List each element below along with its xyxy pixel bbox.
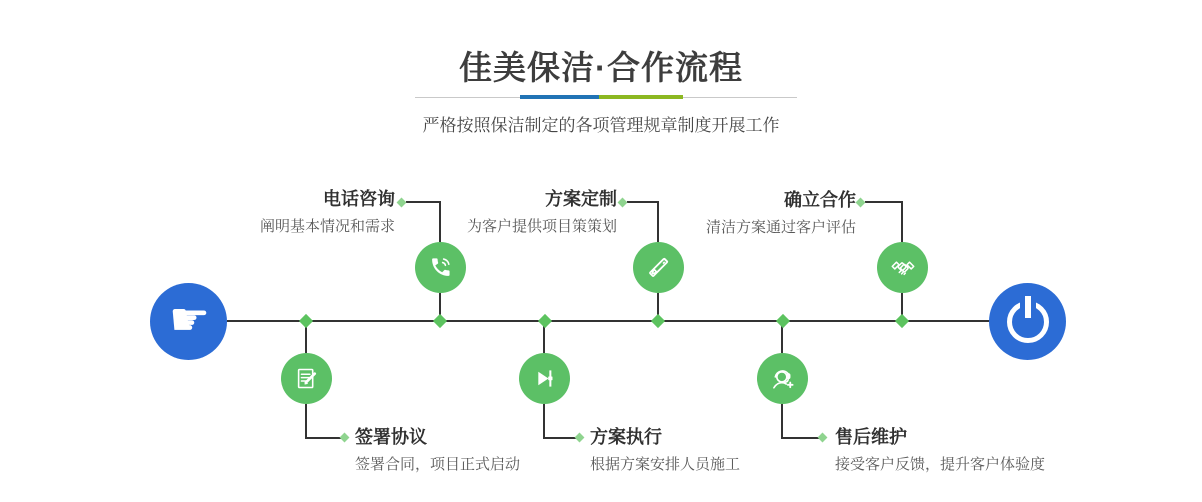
step-label-phone — [260, 189, 395, 236]
divider-green-segment — [599, 95, 683, 99]
divider-blue-segment — [520, 95, 599, 99]
connector-line — [627, 201, 658, 203]
play-icon — [531, 365, 558, 392]
timeline-node-diamond — [299, 314, 313, 328]
label-diamond — [818, 433, 828, 443]
connector-line — [543, 404, 545, 439]
timeline-node-diamond — [895, 314, 909, 328]
step-title: 电话咨询 — [323, 189, 395, 209]
pointing-hand-icon: ☛ — [168, 291, 211, 346]
step-desc: 签署合同，项目正式启动 — [355, 455, 521, 473]
step-circle-handshake — [877, 242, 928, 293]
end-node — [989, 283, 1066, 360]
timeline-node-diamond — [776, 314, 790, 328]
label-diamond — [618, 198, 628, 208]
connector-line — [781, 404, 783, 439]
connector-line — [901, 201, 903, 242]
connector-line — [406, 201, 440, 203]
step-desc: 根据方案安排人员施工 — [590, 455, 741, 473]
connector-line — [657, 201, 659, 242]
step-circle-aftersales — [757, 353, 808, 404]
connector-line — [305, 404, 307, 439]
label-diamond — [340, 433, 350, 443]
step-label-aftersales — [835, 427, 1045, 474]
headset-icon — [769, 365, 797, 393]
step-title: 确立合作 — [784, 190, 856, 210]
power-icon — [1007, 301, 1049, 343]
handshake-icon — [889, 254, 917, 282]
step-label-design — [467, 189, 617, 236]
connector-line — [305, 437, 341, 439]
step-label-contract — [355, 427, 520, 474]
phone-icon — [427, 254, 454, 281]
pencil-ruler-icon — [645, 254, 672, 281]
title-divider — [415, 95, 797, 100]
step-title: 签署协议 — [355, 427, 427, 447]
connector-line — [781, 437, 819, 439]
step-desc: 为客户提供项目策策划 — [466, 217, 617, 235]
step-circle-execute — [519, 353, 570, 404]
step-desc: 阐明基本情况和需求 — [259, 217, 395, 235]
start-node — [150, 283, 227, 360]
step-title: 方案执行 — [590, 427, 662, 447]
contract-icon — [293, 365, 320, 392]
timeline-node-diamond — [538, 314, 552, 328]
connector-line — [439, 201, 441, 242]
label-diamond — [856, 198, 866, 208]
step-desc: 清洁方案通过客户评估 — [705, 218, 856, 236]
step-desc: 接受客户反馈，提升客户体验度 — [835, 455, 1046, 473]
timeline-node-diamond — [651, 314, 665, 328]
connector-line — [865, 201, 902, 203]
step-title: 方案定制 — [545, 189, 617, 209]
timeline-node-diamond — [433, 314, 447, 328]
step-title: 售后维护 — [835, 427, 907, 447]
page-title: 佳美保洁·合作流程 — [459, 49, 743, 86]
page-subtitle: 严格按照保洁制定的各项管理规章制度开展工作 — [422, 116, 780, 135]
label-diamond — [397, 198, 407, 208]
timeline-main-line — [227, 320, 990, 322]
label-diamond — [575, 433, 585, 443]
step-circle-design — [633, 242, 684, 293]
connector-line — [543, 437, 576, 439]
step-label-execute — [590, 427, 740, 474]
step-label-cooperation — [706, 190, 856, 237]
step-circle-phone — [415, 242, 466, 293]
step-circle-contract — [281, 353, 332, 404]
